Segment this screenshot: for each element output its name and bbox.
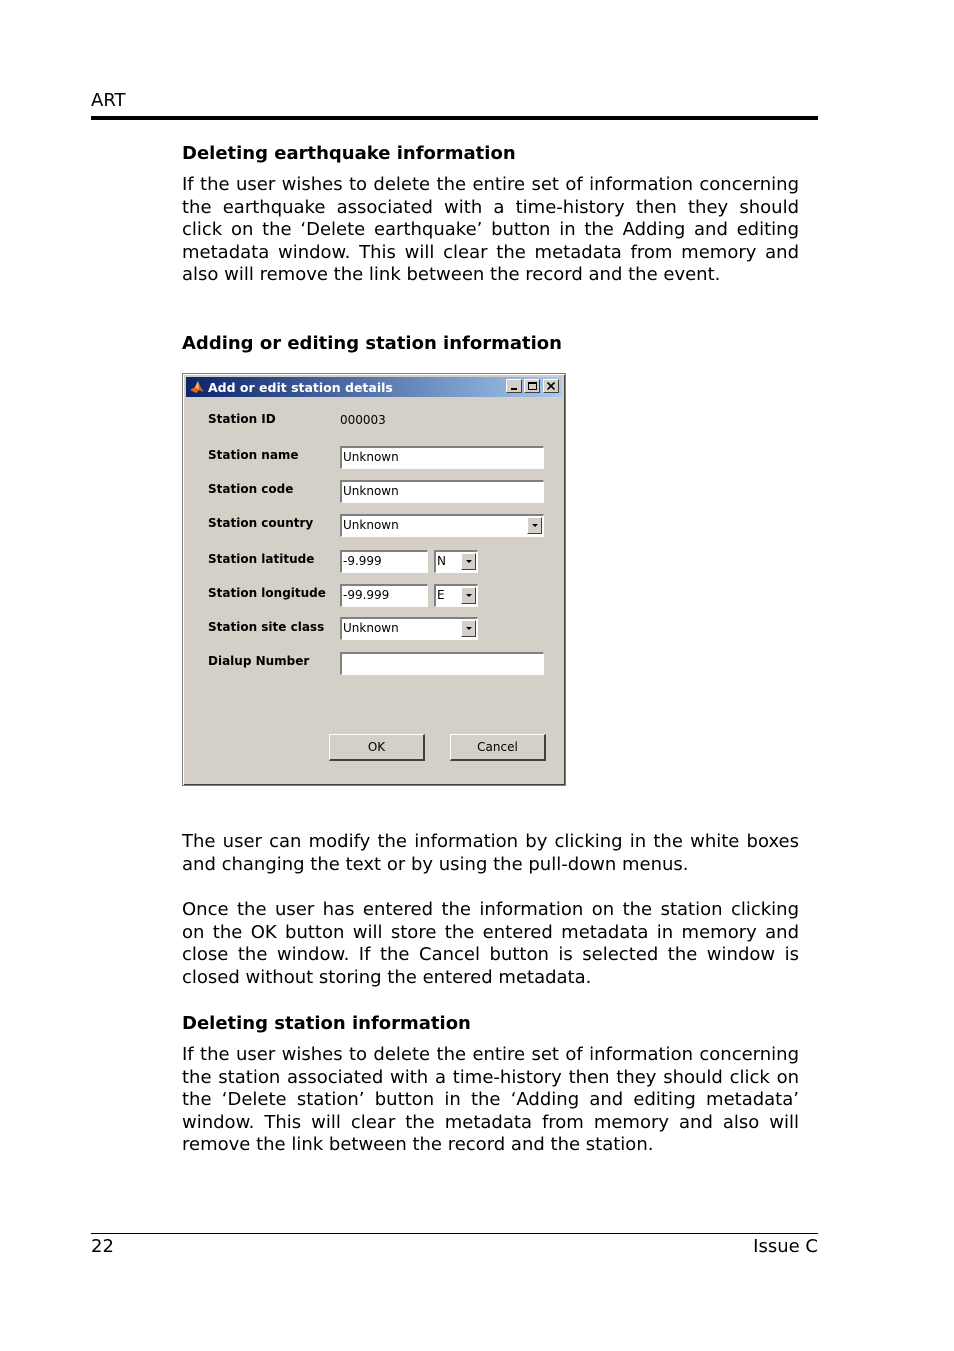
dialup-number-input[interactable]	[340, 652, 544, 675]
longitude-hemisphere-value: E	[437, 588, 445, 602]
latitude-hemisphere-select[interactable]	[434, 550, 478, 573]
dialog-titlebar[interactable]	[186, 377, 562, 397]
station-country-select[interactable]	[340, 514, 544, 537]
station-site-class-value: Unknown	[343, 621, 399, 635]
page-number: 22	[91, 1236, 114, 1257]
cancel-button[interactable]: Cancel	[450, 734, 546, 761]
maximize-button[interactable]	[524, 379, 540, 393]
station-country-value: Unknown	[343, 518, 399, 532]
station-longitude-input[interactable]: -99.999	[340, 584, 428, 607]
label-station-code: Station code	[208, 482, 294, 496]
dialog-title: Add or edit station details	[208, 379, 393, 395]
label-station-longitude: Station longitude	[208, 586, 326, 600]
station-name-input[interactable]: Unknown	[340, 446, 544, 469]
paragraph-modify-info: The user can modify the information by clicking in the white boxes and changing the text or by using the pull-down menus.	[182, 831, 799, 875]
paragraph-ok-cancel: Once the user has entered the information on the station clicking on the OK button will store the entered metadata in memory and close the window. If the Cancel button is selected the window is closed without storing the entered metadata.	[182, 899, 799, 988]
heading-adding-station: Adding or editing station information	[182, 333, 562, 354]
label-station-latitude: Station latitude	[208, 552, 315, 566]
latitude-hemisphere-value: N	[437, 554, 446, 568]
minimize-icon	[511, 388, 517, 390]
paragraph-deleting-station: If the user wishes to delete the entire set of information concerning the station associated with a time-history then they should click on the ‘Delete station’ button in the ‘Adding and editing metadata’ window. This will clear the metadata from memory and also will remove the link between the record and the station.	[182, 1044, 799, 1155]
minimize-button[interactable]	[506, 379, 522, 393]
station-code-input[interactable]: Unknown	[340, 480, 544, 503]
dropdown-arrow-icon[interactable]	[527, 517, 542, 534]
value-station-id: 000003	[340, 413, 386, 427]
label-station-site-class: Station site class	[208, 620, 325, 634]
heading-deleting-station: Deleting station information	[182, 1013, 471, 1034]
label-station-name: Station name	[208, 448, 299, 462]
longitude-hemisphere-select[interactable]	[434, 584, 478, 607]
close-button[interactable]	[543, 379, 559, 393]
close-icon	[547, 382, 555, 390]
station-latitude-input[interactable]: -9.999	[340, 550, 428, 573]
issue-label: Issue C	[753, 1236, 818, 1257]
label-station-id: Station ID	[208, 412, 276, 426]
dropdown-arrow-icon[interactable]	[461, 620, 476, 637]
dropdown-arrow-icon[interactable]	[461, 587, 476, 604]
header-rule	[91, 116, 818, 120]
label-dialup-number: Dialup Number	[208, 654, 310, 668]
matlab-icon	[189, 379, 205, 395]
station-details-dialog	[182, 373, 566, 786]
label-station-country: Station country	[208, 516, 314, 530]
ok-button[interactable]: OK	[329, 734, 425, 761]
dropdown-arrow-icon[interactable]	[461, 553, 476, 570]
maximize-icon	[528, 382, 537, 390]
paragraph-deleting-earthquake: If the user wishes to delete the entire set of information concerning the earthquake associated with a time-history then they should click on the ‘Delete earthquake’ button in the Adding and editing metadata window. This will clear the metadata from memory and also will remove the link between the record and the event.	[182, 174, 799, 285]
heading-deleting-earthquake: Deleting earthquake information	[182, 143, 516, 164]
running-head: ART	[91, 90, 126, 111]
station-site-class-select[interactable]	[340, 617, 478, 640]
footer-rule	[91, 1233, 818, 1234]
